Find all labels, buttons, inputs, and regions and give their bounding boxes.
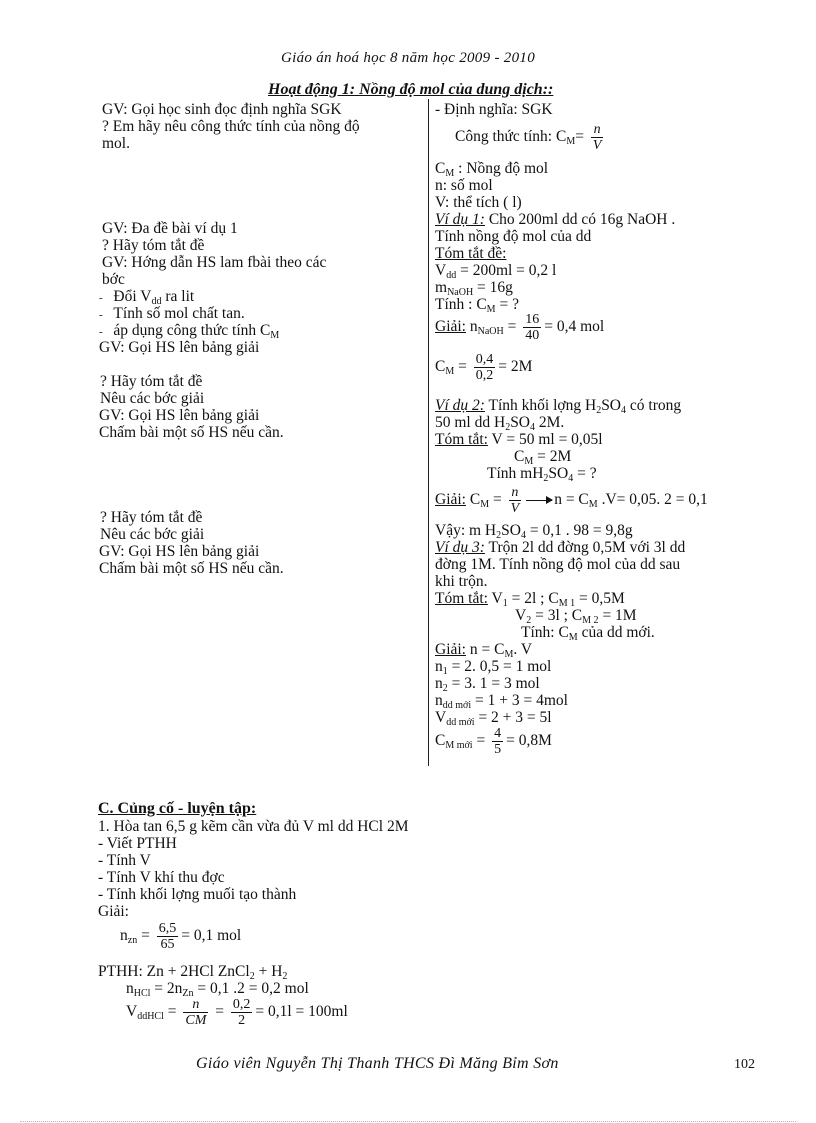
page-footer: Giáo viên Nguyễn Thị Thanh THCS Đì Măng Bỉm Sơn (196, 1055, 559, 1072)
solution-1-result: $C_M$ = $\frac{0,4}{0,2}$ = 2M (435, 352, 533, 383)
right-line: $V_{dd} = 200ml = 0,2$ l (435, 262, 557, 281)
example-3: Ví dụ 3: Trộn 2l dd đờng 0,5M với 3l dd (435, 539, 686, 556)
right-line: $n_2 = 3$. 1 = 3 mol (435, 675, 540, 694)
definition-line: - Định nghĩa: SGK (435, 101, 553, 118)
right-line: n: số mol (435, 177, 493, 194)
exercise-line: - Viết PTHH (98, 835, 177, 852)
right-line: $C_M$ : Nồng độ mol (435, 160, 549, 179)
right-line: 50 ml dd $H_2SO_4$ 2M. (435, 414, 565, 433)
right-line: $n_1 = 2$. 0,5 = 1 mol (435, 658, 552, 677)
summary-2: Tóm tắt: V = 50 ml = 0,05l (435, 431, 603, 448)
fraction: $\frac{n}{CM}$ (185, 997, 207, 1028)
exercise-line: 1. Hòa tan 6,5 g kẽm cần vừa đủ V ml dd HCl 2M (98, 818, 409, 835)
solution-2: Giải: $C_M$ = $\frac{n}{V}$ $n = C_M$ .V= 0,05. 2 = 0,1 (435, 485, 708, 516)
left-line: GV: Gọi HS lên bảng giải (99, 543, 260, 560)
fraction: $\frac{0,2}{2}$ (232, 997, 251, 1028)
arrow-right-icon (526, 500, 552, 501)
right-line: $C_M = 2M$ (514, 448, 572, 467)
exercise-equation: PTHH: Zn + 2HCl ZnCl$_2$ + $H_2$ (98, 963, 288, 982)
right-line: $V_{dd mới} = 2 + 3 = 5l$ (435, 709, 552, 728)
left-bullet-line: - Đổi $V_{dd}$ ra lit (99, 288, 195, 307)
left-line: GV: Gọi HS lên bảng giải (99, 339, 260, 356)
right-line: Tính $mH_2SO_4$ = ? (487, 465, 597, 484)
left-line: bớc (102, 271, 125, 288)
left-line: Nêu các bớc giải (100, 390, 205, 407)
left-line: Nêu các bớc giải (100, 526, 205, 543)
left-line: GV: Gọi HS lên bảng giải (99, 407, 260, 424)
solution-1: Giải: $n_{NaOH}$ = $\frac{16}{40}$ = 0,4 mol (435, 312, 605, 343)
page-edge-divider (20, 1121, 796, 1122)
right-line: Tính nồng độ mol của dd (435, 228, 592, 245)
fraction: $\frac{4}{5}$ (494, 726, 502, 757)
section-title: Hoạt động 1: Nồng độ mol của dung dịch:: (268, 81, 554, 98)
page-header: Giáo án hoá học 8 năm học 2009 - 2010 (281, 50, 535, 66)
fraction: $\frac{6,5}{65}$ (158, 921, 177, 952)
right-line: đờng 1M. Tính nồng độ mol của dd sau (435, 556, 681, 573)
left-line: ? Hãy tóm tắt đề (100, 373, 203, 390)
exercise-line: - Tính V khí thu đợc (98, 869, 225, 886)
summary-label: Tóm tắt đề: (435, 245, 507, 262)
right-line: V: thể tích ( l) (435, 194, 522, 211)
exercise-n-zn: $n_{zn}$ = $\frac{6,5}{65}$ = 0,1 mol (120, 921, 242, 952)
left-bullet-line: - Tính số mol chất tan. (99, 305, 245, 322)
right-line: $V_2 = 3l$ ; $C_{M 2} = 1M$ (515, 607, 637, 626)
left-line: ? Hãy tóm tắt đề (100, 509, 203, 526)
example-1: Ví dụ 1: Cho 200ml dd có 16g NaOH . (435, 211, 676, 228)
fraction: $\frac{n}{V}$ (510, 485, 520, 516)
consolidation-title: C. Củng cố - luyện tập: (98, 800, 257, 817)
solution-3: Giải: $n = C_M$. V (435, 641, 533, 660)
fraction: $\frac{16}{40}$ (525, 312, 540, 343)
exercise-line: - Tính khối lợng muối tạo thành (98, 886, 297, 903)
right-line: Tính : $C_M$ = ? (435, 296, 519, 315)
left-line: ? Hãy tóm tắt đề (102, 237, 205, 254)
page-number: 102 (734, 1057, 755, 1072)
right-line: Vậy: m $H_2SO_4 = 0,1$ . 98 = 9,8g (435, 522, 633, 541)
right-line: $m_{NaOH} = 16g$ (435, 279, 513, 298)
left-bullet-line: - áp dụng công thức tính $C_M$ (99, 322, 280, 341)
example-2: Ví dụ 2: Tính khối lợng $H_2SO_4$ có trong (435, 397, 682, 416)
left-line: mol. (102, 135, 130, 152)
exercise-line: - Tính V (98, 852, 151, 869)
left-line: GV: Đa đề bài ví dụ 1 (102, 220, 238, 237)
left-line: GV: Gọi học sinh đọc định nghĩa SGK (102, 101, 342, 118)
solution-3-result: $C_{M mới}$ = $\frac{4}{5}$ = 0,8M (435, 726, 552, 757)
left-line: Chấm bài một số HS nếu cần. (99, 560, 284, 577)
left-line: GV: Hớng dẫn HS lam fbài theo các (102, 254, 327, 271)
fraction: $\frac{n}{V}$ (592, 122, 602, 153)
right-line: khi trộn. (435, 573, 488, 590)
column-divider (428, 99, 429, 766)
left-line: ? Em hãy nêu công thức tính của nồng độ (102, 118, 360, 135)
exercise-v-hcl: $V_{ddHCl}$ = $\frac{n}{CM}$ = $\frac{0,2}{2}$ = 0,1l = 100ml (126, 997, 348, 1028)
exercise-line: Giải: (98, 903, 129, 920)
formula-cm: Công thức tính: $C_M=$ $\frac{n}{V}$ (455, 122, 602, 153)
right-line: $n_{dd mới} = 1 + 3 = 4mol$ (435, 692, 568, 711)
right-line: Tính: $C_M$ của dd mới. (521, 624, 655, 643)
fraction: $\frac{0,4}{0,2}$ (475, 352, 494, 383)
left-line: Chấm bài một số HS nếu cần. (99, 424, 284, 441)
exercise-n-hcl: $n_{HCl} = 2n_{Zn} = 0,1$ .2 = 0,2 mol (126, 980, 309, 999)
summary-3: Tóm tắt: $V_1 = 2l$ ; $C_{M 1} = 0,5M$ (435, 590, 625, 609)
